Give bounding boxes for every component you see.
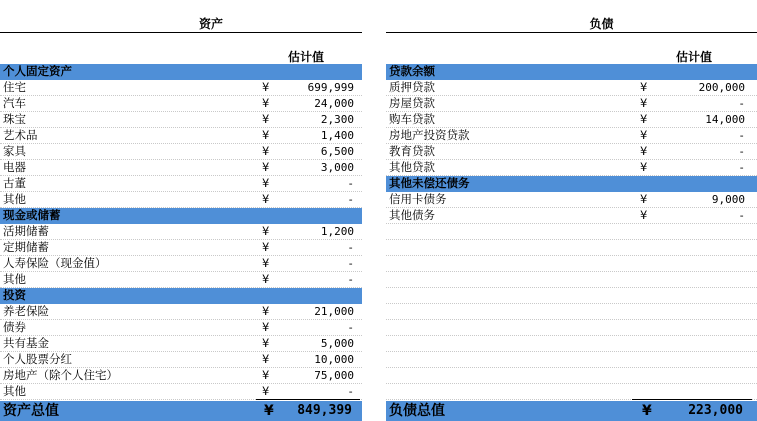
section-label: 现金或储蓄 (3, 208, 61, 222)
empty-row[interactable] (386, 304, 757, 320)
row-label: 教育贷款 (389, 144, 435, 158)
table-row[interactable] (0, 320, 362, 336)
currency-symbol: ¥ (262, 368, 270, 382)
empty-row[interactable] (386, 288, 757, 304)
assets-title-divider (0, 32, 362, 33)
table-row[interactable] (386, 96, 757, 112)
row-value[interactable]: 3,000 (320, 161, 354, 174)
table-row[interactable] (0, 144, 362, 160)
row-label: 信用卡债务 (389, 192, 447, 206)
row-value[interactable]: - (347, 241, 354, 254)
row-value[interactable]: 699,999 (307, 81, 354, 94)
empty-row[interactable] (386, 272, 757, 288)
currency-symbol: ¥ (262, 304, 270, 318)
row-label: 其他 (3, 192, 26, 206)
row-value[interactable]: 1,400 (320, 129, 354, 142)
row-value[interactable]: - (347, 273, 354, 286)
row-value[interactable]: 9,000 (711, 193, 745, 206)
liabilities-table (386, 64, 757, 416)
assets-title: 资产 (198, 17, 223, 31)
row-value[interactable]: 24,000 (314, 97, 354, 110)
liabilities-sum-line (632, 399, 752, 400)
currency-symbol: ¥ (262, 352, 270, 366)
table-row[interactable] (386, 144, 757, 160)
table-row[interactable] (386, 128, 757, 144)
row-value[interactable]: - (347, 385, 354, 398)
currency-symbol: ¥ (640, 112, 648, 126)
empty-row[interactable] (386, 224, 757, 240)
row-label: 质押贷款 (389, 80, 435, 94)
table-row[interactable] (0, 240, 362, 256)
row-label: 其他 (3, 272, 26, 286)
row-label: 购车贷款 (389, 112, 435, 126)
currency-symbol: ¥ (262, 224, 270, 238)
row-value[interactable]: - (738, 145, 745, 158)
row-label: 定期储蓄 (3, 240, 49, 254)
assets-estimate-header: 估计值 (288, 50, 325, 64)
currency-symbol: ¥ (262, 336, 270, 350)
row-label: 住宅 (3, 80, 26, 94)
table-row[interactable] (0, 336, 362, 352)
currency-symbol: ¥ (262, 160, 270, 174)
assets-total-value[interactable]: 849,399 (297, 403, 352, 418)
row-value[interactable]: 21,000 (314, 305, 354, 318)
row-label: 养老保险 (3, 304, 49, 318)
currency-symbol: ¥ (262, 192, 270, 206)
row-value[interactable]: - (347, 321, 354, 334)
row-value[interactable]: - (347, 193, 354, 206)
empty-row[interactable] (386, 368, 757, 384)
table-row[interactable] (386, 160, 757, 176)
table-row[interactable] (0, 304, 362, 320)
table-row[interactable] (0, 256, 362, 272)
table-row[interactable] (386, 112, 757, 128)
row-label: 家具 (3, 144, 26, 158)
row-value[interactable]: - (738, 97, 745, 110)
assets-panel (0, 0, 362, 421)
section-header[interactable] (0, 64, 362, 80)
row-label: 其他债务 (389, 208, 435, 222)
assets-total-currency: ¥ (264, 403, 274, 419)
table-row[interactable] (0, 96, 362, 112)
assets-table (0, 64, 362, 400)
liabilities-title-divider (386, 32, 757, 33)
table-row[interactable] (386, 192, 757, 208)
empty-row[interactable] (386, 256, 757, 272)
assets-total-label: 资产总值 (3, 403, 59, 419)
row-value[interactable]: 14,000 (705, 113, 745, 126)
liabilities-panel (386, 0, 757, 421)
currency-symbol: ¥ (640, 80, 648, 94)
section-header[interactable] (0, 208, 362, 224)
section-header[interactable] (386, 176, 757, 192)
row-label: 古董 (3, 176, 26, 190)
row-label: 房地产投资贷款 (389, 128, 470, 142)
liabilities-total-row[interactable] (386, 401, 757, 421)
row-value[interactable]: 75,000 (314, 369, 354, 382)
liabilities-estimate-header: 估计值 (676, 50, 713, 64)
row-value[interactable]: 2,300 (320, 113, 354, 126)
currency-symbol: ¥ (640, 96, 648, 110)
currency-symbol: ¥ (640, 128, 648, 142)
row-label: 共有基金 (3, 336, 49, 350)
currency-symbol: ¥ (640, 208, 648, 222)
row-label: 房地产（除个人住宅） (3, 368, 118, 382)
section-label: 贷款余额 (389, 64, 435, 78)
table-row[interactable] (0, 80, 362, 96)
table-row[interactable] (386, 208, 757, 224)
section-header[interactable] (0, 288, 362, 304)
row-value[interactable]: 1,200 (320, 225, 354, 238)
table-row[interactable] (0, 160, 362, 176)
row-label: 电器 (3, 160, 26, 174)
section-label: 个人固定资产 (3, 64, 72, 78)
currency-symbol: ¥ (262, 128, 270, 142)
row-value[interactable]: - (738, 129, 745, 142)
row-label: 艺术品 (3, 128, 38, 142)
row-value[interactable]: - (347, 177, 354, 190)
currency-symbol: ¥ (262, 176, 270, 190)
currency-symbol: ¥ (640, 192, 648, 206)
section-label: 投资 (3, 288, 26, 302)
empty-row[interactable] (386, 336, 757, 352)
row-value[interactable]: 5,000 (320, 337, 354, 350)
empty-row[interactable] (386, 320, 757, 336)
table-row[interactable] (0, 384, 362, 400)
row-label: 其他贷款 (389, 160, 435, 174)
row-label: 汽车 (3, 96, 26, 110)
liabilities-total-currency: ¥ (642, 403, 652, 419)
assets-total-row[interactable] (0, 401, 362, 421)
liabilities-total-value[interactable]: 223,000 (688, 403, 743, 418)
row-label: 人寿保险（现金值） (3, 256, 107, 270)
row-value[interactable]: - (738, 161, 745, 174)
empty-row[interactable] (386, 384, 757, 400)
currency-symbol: ¥ (262, 256, 270, 270)
currency-symbol: ¥ (262, 240, 270, 254)
table-row[interactable] (0, 352, 362, 368)
row-label: 个人股票分红 (3, 352, 72, 366)
row-label: 活期储蓄 (3, 224, 49, 238)
row-label: 其他 (3, 384, 26, 398)
row-value[interactable]: 200,000 (698, 81, 745, 94)
assets-sum-line (256, 399, 360, 400)
table-row[interactable] (0, 192, 362, 208)
empty-row[interactable] (386, 352, 757, 368)
currency-symbol: ¥ (262, 144, 270, 158)
row-value[interactable]: 10,000 (314, 353, 354, 366)
table-row[interactable] (0, 128, 362, 144)
section-label: 其他未偿还债务 (389, 176, 470, 190)
currency-symbol: ¥ (262, 272, 270, 286)
currency-symbol: ¥ (262, 80, 270, 94)
section-header[interactable] (386, 64, 757, 80)
currency-symbol: ¥ (262, 320, 270, 334)
row-label: 房屋贷款 (389, 96, 435, 110)
table-row[interactable] (0, 176, 362, 192)
row-value[interactable]: - (738, 209, 745, 222)
table-row[interactable] (0, 272, 362, 288)
liabilities-total-label: 负债总值 (389, 403, 445, 419)
currency-symbol: ¥ (640, 160, 648, 174)
table-row[interactable] (0, 112, 362, 128)
table-row[interactable] (0, 224, 362, 240)
row-label: 债券 (3, 320, 26, 334)
table-row[interactable] (386, 80, 757, 96)
currency-symbol: ¥ (262, 96, 270, 110)
row-label: 珠宝 (3, 112, 26, 126)
row-value[interactable]: - (347, 257, 354, 270)
liabilities-title: 负债 (589, 17, 614, 31)
row-value[interactable]: 6,500 (320, 145, 354, 158)
table-row[interactable] (0, 368, 362, 384)
empty-row[interactable] (386, 240, 757, 256)
currency-symbol: ¥ (262, 384, 270, 398)
currency-symbol: ¥ (262, 112, 270, 126)
currency-symbol: ¥ (640, 144, 648, 158)
